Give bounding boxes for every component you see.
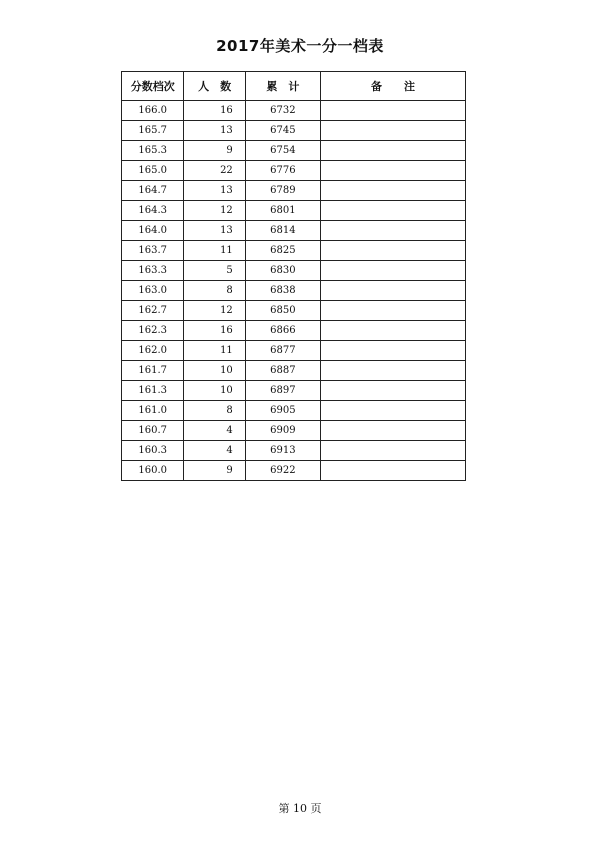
cell-score: 162.0 bbox=[122, 341, 184, 361]
cell-note bbox=[320, 421, 465, 441]
cell-count: 13 bbox=[184, 181, 245, 201]
cell-count: 11 bbox=[184, 341, 245, 361]
cell-note bbox=[320, 361, 465, 381]
cell-score: 165.7 bbox=[122, 121, 184, 141]
cell-score: 161.0 bbox=[122, 401, 184, 421]
cell-count: 11 bbox=[184, 241, 245, 261]
cell-cumulative: 6850 bbox=[245, 301, 320, 321]
cell-note bbox=[320, 281, 465, 301]
cell-count: 16 bbox=[184, 321, 245, 341]
cell-note bbox=[320, 101, 465, 121]
cell-note bbox=[320, 141, 465, 161]
cell-cumulative: 6877 bbox=[245, 341, 320, 361]
table-row bbox=[122, 201, 466, 221]
cell-cumulative: 6909 bbox=[245, 421, 320, 441]
page-number: 第 10 页 bbox=[278, 802, 322, 815]
table-row bbox=[122, 221, 466, 241]
table-row bbox=[122, 281, 466, 301]
cell-score: 163.3 bbox=[122, 261, 184, 281]
cell-score: 164.3 bbox=[122, 201, 184, 221]
cell-score: 163.0 bbox=[122, 281, 184, 301]
table-row bbox=[122, 361, 466, 381]
cell-note bbox=[320, 301, 465, 321]
cell-score: 160.3 bbox=[122, 441, 184, 461]
cell-cumulative: 6838 bbox=[245, 281, 320, 301]
cell-score: 163.7 bbox=[122, 241, 184, 261]
cell-score: 166.0 bbox=[122, 101, 184, 121]
table-row bbox=[122, 121, 466, 141]
cell-score: 162.3 bbox=[122, 321, 184, 341]
cell-note bbox=[320, 241, 465, 261]
table-row bbox=[122, 441, 466, 461]
cell-cumulative: 6887 bbox=[245, 361, 320, 381]
cell-note bbox=[320, 221, 465, 241]
cell-score: 161.3 bbox=[122, 381, 184, 401]
header-note: 备 注 bbox=[320, 72, 465, 101]
table-row bbox=[122, 401, 466, 421]
cell-note bbox=[320, 121, 465, 141]
cell-count: 12 bbox=[184, 301, 245, 321]
header-cumulative: 累 计 bbox=[245, 72, 320, 101]
cell-score: 164.7 bbox=[122, 181, 184, 201]
cell-cumulative: 6830 bbox=[245, 261, 320, 281]
cell-score: 160.0 bbox=[122, 461, 184, 481]
score-distribution-table bbox=[121, 71, 466, 481]
cell-note bbox=[320, 441, 465, 461]
cell-score: 164.0 bbox=[122, 221, 184, 241]
table-row bbox=[122, 421, 466, 441]
cell-cumulative: 6905 bbox=[245, 401, 320, 421]
table-row bbox=[122, 101, 466, 121]
cell-cumulative: 6897 bbox=[245, 381, 320, 401]
cell-cumulative: 6866 bbox=[245, 321, 320, 341]
table-row bbox=[122, 141, 466, 161]
table-row bbox=[122, 381, 466, 401]
table-row bbox=[122, 181, 466, 201]
cell-count: 8 bbox=[184, 401, 245, 421]
cell-cumulative: 6732 bbox=[245, 101, 320, 121]
header-score: 分数档次 bbox=[122, 72, 184, 101]
header-count: 人 数 bbox=[184, 72, 245, 101]
cell-count: 4 bbox=[184, 421, 245, 441]
cell-count: 10 bbox=[184, 381, 245, 401]
table-row bbox=[122, 321, 466, 341]
cell-count: 13 bbox=[184, 221, 245, 241]
cell-cumulative: 6745 bbox=[245, 121, 320, 141]
cell-count: 22 bbox=[184, 161, 245, 181]
cell-cumulative: 6801 bbox=[245, 201, 320, 221]
cell-note bbox=[320, 201, 465, 221]
cell-note bbox=[320, 341, 465, 361]
cell-count: 16 bbox=[184, 101, 245, 121]
cell-cumulative: 6789 bbox=[245, 181, 320, 201]
cell-count: 9 bbox=[184, 141, 245, 161]
cell-note bbox=[320, 321, 465, 341]
cell-score: 162.7 bbox=[122, 301, 184, 321]
cell-score: 161.7 bbox=[122, 361, 184, 381]
cell-count: 12 bbox=[184, 201, 245, 221]
cell-note bbox=[320, 181, 465, 201]
cell-note bbox=[320, 461, 465, 481]
table-row bbox=[122, 241, 466, 261]
cell-note bbox=[320, 381, 465, 401]
cell-note bbox=[320, 161, 465, 181]
cell-cumulative: 6776 bbox=[245, 161, 320, 181]
cell-count: 4 bbox=[184, 441, 245, 461]
table-header-row bbox=[122, 72, 466, 101]
table-row bbox=[122, 461, 466, 481]
cell-count: 5 bbox=[184, 261, 245, 281]
page-title: 2017年美术一分一档表 bbox=[216, 37, 384, 55]
cell-score: 165.3 bbox=[122, 141, 184, 161]
cell-cumulative: 6922 bbox=[245, 461, 320, 481]
table-row bbox=[122, 261, 466, 281]
cell-cumulative: 6754 bbox=[245, 141, 320, 161]
cell-cumulative: 6913 bbox=[245, 441, 320, 461]
cell-note bbox=[320, 261, 465, 281]
cell-cumulative: 6814 bbox=[245, 221, 320, 241]
cell-score: 165.0 bbox=[122, 161, 184, 181]
table-row bbox=[122, 301, 466, 321]
cell-cumulative: 6825 bbox=[245, 241, 320, 261]
cell-count: 9 bbox=[184, 461, 245, 481]
table-row bbox=[122, 161, 466, 181]
cell-count: 8 bbox=[184, 281, 245, 301]
cell-score: 160.7 bbox=[122, 421, 184, 441]
cell-note bbox=[320, 401, 465, 421]
cell-count: 10 bbox=[184, 361, 245, 381]
table-row bbox=[122, 341, 466, 361]
cell-count: 13 bbox=[184, 121, 245, 141]
